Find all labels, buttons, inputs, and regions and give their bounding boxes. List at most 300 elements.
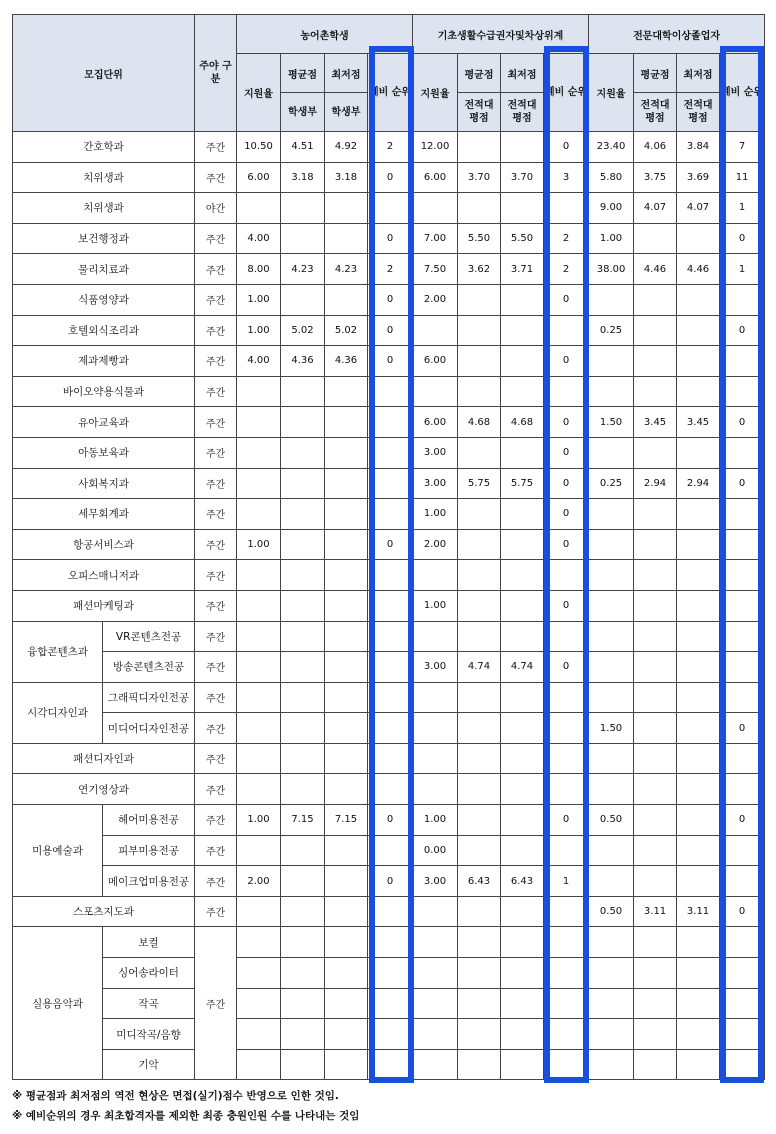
header-rate: 지원율 [413, 54, 458, 132]
avg-cell [281, 590, 325, 621]
wait-cell: 0 [544, 132, 589, 163]
rate-cell [237, 499, 281, 530]
wait-cell: 0 [720, 223, 765, 254]
min-cell: 4.74 [501, 652, 544, 683]
min-cell [501, 560, 544, 591]
table-row [13, 499, 765, 530]
wait-cell: 2 [544, 223, 589, 254]
wait-cell: 1 [720, 254, 765, 285]
dept-cell: 간호학과 [13, 132, 195, 163]
min-cell [325, 988, 368, 1019]
avg-cell [458, 346, 501, 377]
wait-cell [720, 437, 765, 468]
rate-cell: 6.00 [413, 162, 458, 193]
avg-cell [281, 866, 325, 897]
avg-cell: 3.18 [281, 162, 325, 193]
footnotes [12, 1086, 764, 1126]
rate-cell [413, 560, 458, 591]
rate-cell [589, 437, 634, 468]
avg-cell [634, 835, 677, 866]
table-row [13, 866, 765, 897]
avg-cell [281, 958, 325, 989]
wait-cell [720, 1019, 765, 1050]
rate-cell [237, 682, 281, 713]
header-avg-sub: 전적대 평점 [458, 93, 501, 132]
wait-cell: 0 [544, 468, 589, 499]
dept-cell: 유아교육과 [13, 407, 195, 438]
min-cell [325, 774, 368, 805]
min-cell [501, 529, 544, 560]
wait-cell: 2 [368, 254, 413, 285]
rate-cell: 23.40 [589, 132, 634, 163]
avg-cell: 7.15 [281, 805, 325, 836]
rate-cell [589, 988, 634, 1019]
wait-cell [368, 407, 413, 438]
wait-cell [544, 376, 589, 407]
avg-cell [281, 284, 325, 315]
header-group-college-grad: 전문대학이상졸업자 [589, 15, 765, 54]
avg-cell [634, 866, 677, 897]
footnote: ※ 예비순위의 경우 최초합격자를 제외한 최종 충원인원 수를 나타내는 것임 [12, 1110, 360, 1122]
min-cell: 5.75 [501, 468, 544, 499]
min-cell [501, 743, 544, 774]
avg-cell [281, 437, 325, 468]
min-cell [325, 407, 368, 438]
min-cell: 5.50 [501, 223, 544, 254]
wait-cell: 0 [368, 315, 413, 346]
wait-cell [544, 1049, 589, 1080]
header-min-sub: 학생부 [325, 93, 368, 132]
table-row [13, 1019, 765, 1050]
dept-cell: 물리치료과 [13, 254, 195, 285]
avg-cell [281, 376, 325, 407]
rate-cell [589, 1049, 634, 1080]
rate-cell: 12.00 [413, 132, 458, 163]
wait-cell [368, 1019, 413, 1050]
min-cell: 3.70 [501, 162, 544, 193]
dept-group-cell: 미용예술과 [13, 805, 103, 897]
min-cell: 3.18 [325, 162, 368, 193]
avg-cell [634, 743, 677, 774]
rate-cell: 6.00 [237, 162, 281, 193]
avg-cell: 4.46 [634, 254, 677, 285]
avg-cell: 4.36 [281, 346, 325, 377]
rate-cell: 0.00 [413, 835, 458, 866]
avg-cell: 4.74 [458, 652, 501, 683]
avg-cell [281, 560, 325, 591]
table-row [13, 315, 765, 346]
avg-cell [281, 223, 325, 254]
rate-cell: 0.50 [589, 805, 634, 836]
avg-cell: 5.02 [281, 315, 325, 346]
wait-cell [720, 346, 765, 377]
wait-cell [544, 927, 589, 958]
wait-cell [720, 682, 765, 713]
header-wait: 예비 순위 [368, 54, 413, 132]
rate-cell [589, 958, 634, 989]
avg-cell [458, 958, 501, 989]
avg-cell [634, 499, 677, 530]
rate-cell: 5.80 [589, 162, 634, 193]
rate-cell [413, 958, 458, 989]
dept-cell: 호텔외식조리과 [13, 315, 195, 346]
dept-cell: 바이오약용식물과 [13, 376, 195, 407]
rate-cell [589, 621, 634, 652]
rate-cell: 3.00 [413, 652, 458, 683]
min-cell [501, 958, 544, 989]
dept-cell: 스포츠지도과 [13, 896, 195, 927]
wait-cell: 0 [368, 805, 413, 836]
min-cell [677, 805, 720, 836]
avg-cell [281, 835, 325, 866]
wait-cell [720, 774, 765, 805]
header-min: 최저점 [501, 54, 544, 93]
dept-cell: 아동보육과 [13, 437, 195, 468]
avg-cell [634, 958, 677, 989]
header-avg: 평균점 [634, 54, 677, 93]
min-cell [677, 590, 720, 621]
wait-cell [368, 927, 413, 958]
wait-cell [720, 835, 765, 866]
wait-cell: 2 [368, 132, 413, 163]
avg-cell: 3.45 [634, 407, 677, 438]
avg-cell [281, 682, 325, 713]
avg-cell [634, 315, 677, 346]
wait-cell: 0 [368, 529, 413, 560]
min-cell [501, 284, 544, 315]
rate-cell [413, 1049, 458, 1080]
rate-cell: 9.00 [589, 193, 634, 224]
avg-cell [458, 743, 501, 774]
min-cell [501, 132, 544, 163]
avg-cell [458, 284, 501, 315]
avg-cell [458, 896, 501, 927]
wait-cell [720, 560, 765, 591]
wait-cell: 0 [544, 346, 589, 377]
avg-cell [281, 988, 325, 1019]
min-cell [325, 682, 368, 713]
dept-cell: 그래픽디자인전공 [103, 682, 195, 713]
rate-cell: 10.50 [237, 132, 281, 163]
rate-cell [413, 1019, 458, 1050]
dept-cell: 연기영상과 [13, 774, 195, 805]
dept-cell: 미디작곡/음향 [103, 1019, 195, 1050]
min-cell [501, 1049, 544, 1080]
avg-cell: 4.23 [281, 254, 325, 285]
rate-cell [237, 621, 281, 652]
dept-cell: 패션디자인과 [13, 743, 195, 774]
table-row [13, 713, 765, 744]
min-cell [677, 223, 720, 254]
shift-cell: 주간 [195, 499, 237, 530]
avg-cell [634, 713, 677, 744]
rate-cell: 8.00 [237, 254, 281, 285]
rate-cell [589, 866, 634, 897]
min-cell [677, 315, 720, 346]
rate-cell [589, 682, 634, 713]
avg-cell: 3.70 [458, 162, 501, 193]
min-cell [677, 560, 720, 591]
min-cell [677, 529, 720, 560]
avg-cell [634, 437, 677, 468]
rate-cell: 1.00 [237, 529, 281, 560]
table-row [13, 988, 765, 1019]
wait-cell: 0 [720, 713, 765, 744]
wait-cell [720, 284, 765, 315]
wait-cell [544, 713, 589, 744]
min-cell [501, 315, 544, 346]
min-cell [325, 835, 368, 866]
avg-cell: 4.07 [634, 193, 677, 224]
avg-cell [458, 376, 501, 407]
avg-cell [634, 560, 677, 591]
table-row [13, 407, 765, 438]
min-cell [325, 468, 368, 499]
header-rate: 지원율 [237, 54, 281, 132]
min-cell [501, 927, 544, 958]
rate-cell [413, 315, 458, 346]
rate-cell: 1.50 [589, 713, 634, 744]
shift-cell: 주간 [195, 621, 237, 652]
rate-cell [589, 1019, 634, 1050]
rate-cell [237, 407, 281, 438]
min-cell [325, 896, 368, 927]
rate-cell: 0.50 [589, 896, 634, 927]
rate-cell: 7.50 [413, 254, 458, 285]
rate-cell [237, 988, 281, 1019]
wait-cell [368, 988, 413, 1019]
avg-cell: 3.11 [634, 896, 677, 927]
shift-cell: 주간 [195, 529, 237, 560]
min-cell: 7.15 [325, 805, 368, 836]
wait-cell: 7 [720, 132, 765, 163]
table-row [13, 223, 765, 254]
header-wait: 예비 순위 [544, 54, 589, 132]
dept-cell: 사회복지과 [13, 468, 195, 499]
avg-cell [458, 805, 501, 836]
shift-cell: 주간 [195, 835, 237, 866]
rate-cell [589, 284, 634, 315]
avg-cell [634, 682, 677, 713]
rate-cell [237, 1019, 281, 1050]
wait-cell [368, 1049, 413, 1080]
shift-cell: 주간 [195, 437, 237, 468]
wait-cell [720, 529, 765, 560]
min-cell [325, 284, 368, 315]
dept-cell: 피부미용전공 [103, 835, 195, 866]
rate-cell [589, 346, 634, 377]
rate-cell [589, 774, 634, 805]
min-cell [677, 835, 720, 866]
rate-cell: 38.00 [589, 254, 634, 285]
rate-cell: 4.00 [237, 346, 281, 377]
wait-cell: 0 [720, 315, 765, 346]
rate-cell [237, 774, 281, 805]
shift-cell: 주간 [195, 468, 237, 499]
wait-cell [368, 713, 413, 744]
min-cell [325, 743, 368, 774]
rate-cell: 0.25 [589, 315, 634, 346]
rate-cell [589, 499, 634, 530]
min-cell [501, 713, 544, 744]
shift-cell: 주간 [195, 315, 237, 346]
table-row [13, 560, 765, 591]
rate-cell: 7.00 [413, 223, 458, 254]
header-avg-sub: 학생부 [281, 93, 325, 132]
dept-cell: 작곡 [103, 988, 195, 1019]
min-cell [677, 437, 720, 468]
rate-cell [237, 437, 281, 468]
avg-cell: 5.75 [458, 468, 501, 499]
min-cell: 4.46 [677, 254, 720, 285]
min-cell [325, 590, 368, 621]
shift-cell: 주간 [195, 284, 237, 315]
rate-cell [413, 682, 458, 713]
avg-cell [458, 560, 501, 591]
wait-cell [720, 621, 765, 652]
table-row [13, 132, 765, 163]
table-row [13, 835, 765, 866]
min-cell [325, 437, 368, 468]
dept-cell: 보컬 [103, 927, 195, 958]
avg-cell [458, 193, 501, 224]
rate-cell: 6.00 [413, 346, 458, 377]
rate-cell: 1.00 [413, 805, 458, 836]
rate-cell [589, 529, 634, 560]
wait-cell [544, 682, 589, 713]
avg-cell [458, 988, 501, 1019]
wait-cell [720, 958, 765, 989]
table-row [13, 529, 765, 560]
min-cell [325, 560, 368, 591]
table-row [13, 162, 765, 193]
shift-cell: 주간 [195, 713, 237, 744]
min-cell [325, 193, 368, 224]
shift-cell: 주간 [195, 407, 237, 438]
rate-cell [413, 896, 458, 927]
table-row [13, 346, 765, 377]
wait-cell [720, 499, 765, 530]
header-wait: 예비 순위 [720, 54, 765, 132]
rate-cell: 3.00 [413, 866, 458, 897]
shift-cell: 주간 [195, 162, 237, 193]
rate-cell: 3.00 [413, 468, 458, 499]
wait-cell [544, 315, 589, 346]
header-rate: 지원율 [589, 54, 634, 132]
min-cell [677, 682, 720, 713]
avg-cell: 3.75 [634, 162, 677, 193]
dept-cell: 제과제빵과 [13, 346, 195, 377]
min-cell [325, 223, 368, 254]
wait-cell [368, 743, 413, 774]
min-cell [501, 590, 544, 621]
avg-cell [634, 927, 677, 958]
wait-cell [720, 590, 765, 621]
min-cell: 4.07 [677, 193, 720, 224]
wait-cell [720, 866, 765, 897]
dept-cell: 치위생과 [13, 162, 195, 193]
wait-cell [368, 499, 413, 530]
dept-group-cell: 융합콘텐츠과 [13, 621, 103, 682]
avg-cell [458, 713, 501, 744]
min-cell [501, 896, 544, 927]
table-row [13, 1049, 765, 1080]
avg-cell [281, 193, 325, 224]
table-row [13, 774, 765, 805]
avg-cell [281, 1049, 325, 1080]
min-cell [677, 284, 720, 315]
avg-cell: 4.06 [634, 132, 677, 163]
dept-group-cell: 시각디자인과 [13, 682, 103, 743]
shift-cell: 주간 [195, 896, 237, 927]
min-cell [677, 988, 720, 1019]
wait-cell: 0 [544, 437, 589, 468]
rate-cell: 1.00 [237, 315, 281, 346]
dept-cell: 싱어송라이터 [103, 958, 195, 989]
min-cell: 3.45 [677, 407, 720, 438]
shift-cell: 주간 [195, 927, 237, 1080]
avg-cell: 4.51 [281, 132, 325, 163]
rate-cell [237, 468, 281, 499]
admission-table-container [12, 14, 764, 1080]
wait-cell [368, 652, 413, 683]
min-cell [501, 835, 544, 866]
wait-cell [544, 1019, 589, 1050]
avg-cell [281, 499, 325, 530]
avg-cell: 3.62 [458, 254, 501, 285]
rate-cell [413, 774, 458, 805]
wait-cell [544, 896, 589, 927]
wait-cell [368, 774, 413, 805]
avg-cell [281, 774, 325, 805]
avg-cell [634, 1019, 677, 1050]
wait-cell [720, 743, 765, 774]
rate-cell [237, 652, 281, 683]
header-avg: 평균점 [281, 54, 325, 93]
min-cell [325, 621, 368, 652]
avg-cell [634, 346, 677, 377]
wait-cell [368, 560, 413, 591]
min-cell [325, 652, 368, 683]
wait-cell [368, 621, 413, 652]
rate-cell: 2.00 [413, 284, 458, 315]
min-cell [677, 927, 720, 958]
table-row [13, 437, 765, 468]
min-cell [677, 1049, 720, 1080]
min-cell [325, 866, 368, 897]
avg-cell [281, 713, 325, 744]
avg-cell: 6.43 [458, 866, 501, 897]
wait-cell [544, 958, 589, 989]
rate-cell [237, 193, 281, 224]
avg-cell [458, 774, 501, 805]
min-cell [325, 958, 368, 989]
avg-cell [281, 652, 325, 683]
rate-cell [237, 958, 281, 989]
wait-cell [368, 835, 413, 866]
wait-cell [368, 468, 413, 499]
avg-cell [634, 223, 677, 254]
avg-cell [458, 1049, 501, 1080]
wait-cell: 0 [720, 468, 765, 499]
wait-cell [544, 988, 589, 1019]
min-cell [501, 682, 544, 713]
min-cell: 4.36 [325, 346, 368, 377]
table-row [13, 682, 765, 713]
shift-cell: 주간 [195, 743, 237, 774]
avg-cell [281, 1019, 325, 1050]
shift-cell: 주간 [195, 590, 237, 621]
